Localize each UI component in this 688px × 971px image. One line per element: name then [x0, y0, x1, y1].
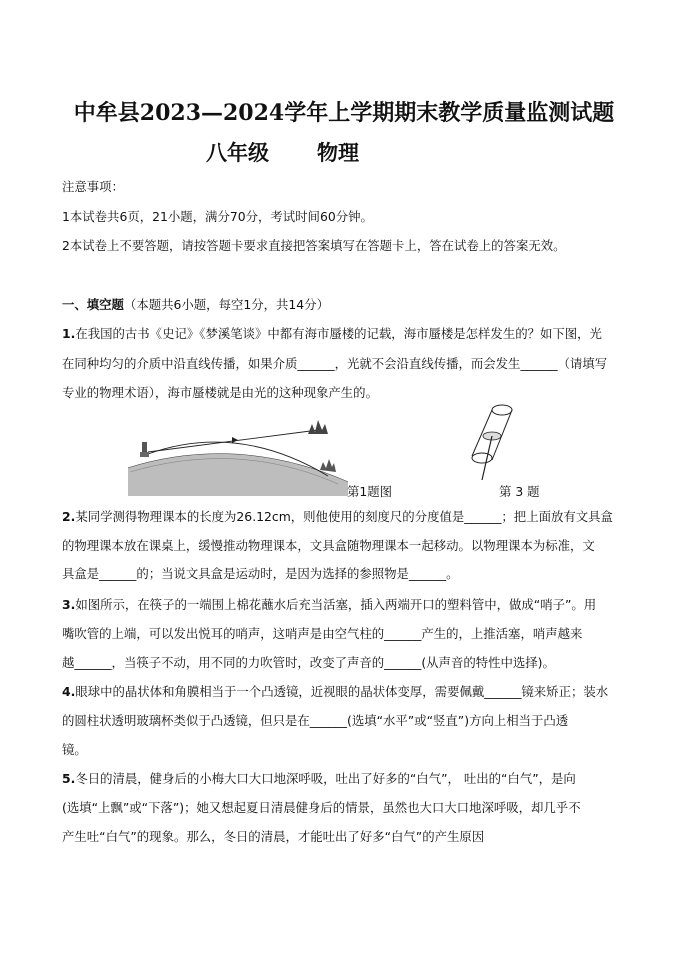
question-2-line-3: 具盒是______的；当说文具盒是运动时，是因为选择的参照物是______。 [62, 566, 459, 581]
question-number: 4. [62, 684, 76, 699]
grade-label: 八年级 [206, 140, 269, 165]
note-item-1: 1本试卷共6页，21小题，满分70分，考试时间60分钟。 [62, 209, 373, 224]
question-text: 如图所示，在筷子的一端围上棉花蘸水后充当活塞，插入两端开口的塑料管中，做成“哨子”。用 [75, 597, 597, 612]
figure-3-caption: 第 3 题 [499, 484, 540, 499]
question-text: 某同学测得物理课本的长度为26.12cm，则他使用的刻度尺的分度值是______；把上面放有文具盒 [75, 509, 613, 524]
mirage-figure [128, 412, 348, 496]
question-3-line-1 [62, 596, 632, 614]
question-4-line-2: 的圆柱状透明玻璃杯类似于凸透镜，但只是在______(选填“水平”或“竖直”)方向上相当于凸透 [62, 713, 569, 728]
question-text: 眼球中的晶状体和角膜相当于一个凸透镜，近视眼的晶状体变厚，需要佩戴______镜来矫正；装水 [75, 684, 609, 699]
question-5-line-2: (选填“上飘”或“下落”)；她又想起夏日清晨健身后的情景，虽然也大口大口地深呼吸，却几乎不 [62, 800, 581, 815]
question-5-line-1 [62, 770, 632, 788]
question-2-line-2: 的物理课本放在课桌上，缓慢推动物理课本，文具盒随物理课本一起移动。以物理课本为标准，文 [62, 538, 595, 553]
question-1-line-2: 在同种均匀的介质中沿直线传播，如果介质______，光就不会沿直线传播，而会发生______（请填写 [62, 356, 608, 371]
section-heading [62, 296, 632, 314]
subject-label: 物理 [317, 140, 359, 165]
question-number: 3. [62, 597, 76, 612]
notes-heading: 注意事项： [62, 179, 124, 194]
question-4-line-1 [62, 683, 632, 701]
note-item-2: 2本试卷上不要答题，请按答题卡要求直接把答案填写在答题卡上，答在试卷上的答案无效。 [62, 238, 566, 253]
exam-subtitle [206, 137, 359, 167]
question-3-line-3: 越______，当筷子不动，用不同的力吹管时，改变了声音的______(从声音的特性中选择)。 [62, 655, 555, 670]
question-text: 冬日的清晨，健身后的小梅大口大口地深呼吸，吐出了好多的“白气”， 吐出的“白气”，是向 [75, 771, 576, 786]
whistle-figure [462, 400, 522, 482]
question-number: 2. [62, 509, 76, 524]
question-5-line-3: 产生吐“白气”的现象。那么，冬日的清晨，才能吐出了好多“白气”的产生原因 [62, 829, 485, 844]
question-number: 5. [62, 771, 76, 786]
section-desc: （本题共6小题，每空1分，共14分） [123, 297, 329, 312]
question-3-line-2: 嘴吹管的上端，可以发出悦耳的哨声，这哨声是由空气柱的______产生的，上推活塞，哨声越来 [62, 626, 583, 641]
question-2-line-1 [62, 508, 632, 526]
question-text: 在我国的古书《史记》《梦溪笔谈》中都有海市蜃楼的记载，海市蜃楼是怎样发生的？如下图，光 [75, 326, 602, 341]
question-4-line-3: 镜。 [62, 742, 87, 757]
question-1-line-1 [62, 325, 632, 343]
question-number: 1. [62, 326, 76, 341]
section-title: 一、填空题 [62, 297, 124, 312]
figure-1-caption: 第1题图 [347, 484, 393, 499]
question-1-line-3: 专业的物理术语），海市蜃楼就是由光的这种现象产生的。 [62, 385, 378, 400]
exam-title: 中牟县2023—2024学年上学期期末教学质量监测试题 [73, 100, 615, 126]
